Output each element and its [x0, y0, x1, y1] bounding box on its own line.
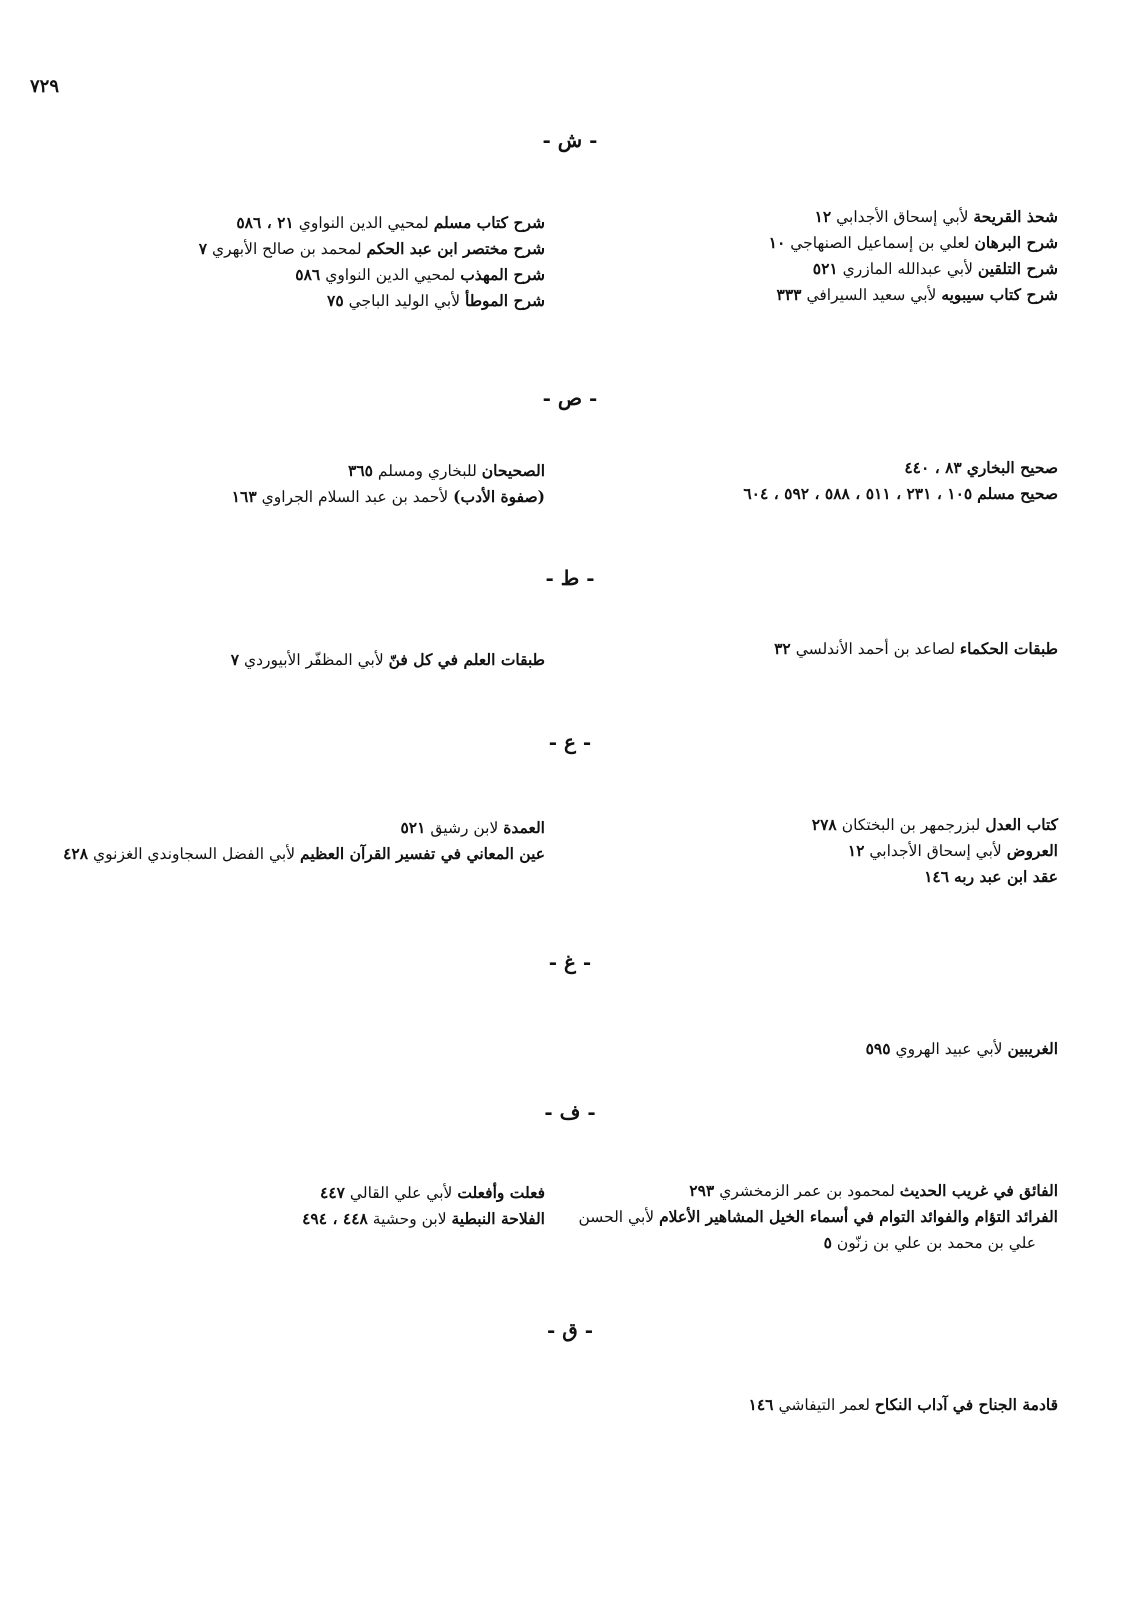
entry-title: قادمة الجناح في آداب النكاح: [874, 1395, 1058, 1414]
entry-pages: ٧: [198, 239, 208, 258]
index-entry: [538, 230, 1058, 256]
entry-title: شرح المهذب: [460, 265, 545, 284]
entry-pages: ٤٤٧: [320, 1183, 345, 1202]
index-entry: [538, 204, 1058, 230]
entry-author: لمحمد بن صالح الأبهري: [211, 240, 362, 258]
entry-title: الصحيحان: [481, 461, 545, 480]
entry-author: لأبي الوليد الباجي: [348, 292, 461, 310]
entry-pages: ٢١ ، ٥٨٦: [236, 213, 294, 232]
entry-title: العمدة: [503, 818, 545, 837]
entry-title: الغريبين: [1007, 1039, 1058, 1058]
entry-title: العروض: [1006, 841, 1058, 860]
entry-pages: ٨٣ ، ٤٤٠: [904, 458, 962, 477]
entry-title: عقد ابن عبد ربه: [953, 867, 1058, 886]
entry-author: لمحمود بن عمر الزمخشري: [719, 1182, 895, 1200]
index-entry: [5, 841, 545, 867]
entry-title: الفائق في غريب الحديث: [899, 1181, 1058, 1200]
entry-author: لأبي المظفّر الأبيوردي: [243, 651, 384, 669]
section-ain-left-column: [5, 815, 545, 867]
index-entry: [538, 1178, 1058, 1204]
entry-title: فعلت وأفعلت: [457, 1183, 545, 1202]
entry-author: لابن رشيق: [430, 819, 499, 837]
entry-pages: ٣٣٣: [776, 285, 802, 304]
section-fa-left-column: [5, 1180, 545, 1232]
entry-author: لأبي عبيد الهروي: [895, 1040, 1003, 1058]
section-sheen-left-column: [5, 210, 545, 314]
index-entry: [538, 1392, 1058, 1418]
section-qaf-right-column: [538, 1392, 1058, 1418]
entry-pages: ٥٩٥: [865, 1039, 891, 1058]
index-entry: [538, 812, 1058, 838]
index-entry: [5, 815, 545, 841]
entry-pages: ٢٩٣: [689, 1181, 715, 1200]
index-entry: [5, 647, 545, 673]
entry-pages: ٣٦٥: [348, 461, 373, 480]
entry-author: لمحيي الدين النواوي: [325, 266, 456, 284]
index-entry: [538, 1204, 1058, 1230]
index-entry: [538, 636, 1058, 662]
index-entry: [5, 484, 545, 510]
entry-pages: ١٠: [768, 233, 786, 252]
entry-pages: ١٢: [814, 207, 832, 226]
index-entry: [538, 256, 1058, 282]
entry-author: لأبي إسحاق الأجدابي: [836, 208, 969, 226]
index-entry: [5, 1180, 545, 1206]
index-entry: [5, 458, 545, 484]
section-heading-fa: - ف -: [544, 1100, 596, 1124]
section-sheen-right-column: [538, 204, 1058, 308]
section-sad-left-column: [5, 458, 545, 510]
entry-author: لأبي الحسن: [578, 1208, 655, 1226]
entry-title: كتاب العدل: [985, 815, 1058, 834]
entry-title: شرح التلقين: [977, 259, 1058, 278]
entry-author: علي بن محمد بن علي بن زنّون: [836, 1234, 1036, 1252]
entry-title: شحذ القريحة: [973, 207, 1058, 226]
entry-title: الفلاحة النبطية: [451, 1209, 545, 1228]
section-heading-sad: - ص -: [542, 386, 598, 410]
entry-pages: ٧: [230, 650, 240, 669]
entry-author: لأحمد بن عبد السلام الجراوي: [261, 488, 449, 506]
entry-author: لعلي بن إسماعيل الصنهاجي: [790, 234, 970, 252]
entry-author: لأبي علي القالي: [349, 1184, 453, 1202]
page-number: ٧٢٩: [30, 76, 60, 97]
entry-title: طبقات العلم في كل فنّ: [388, 650, 545, 669]
section-heading-qaf: - ق -: [546, 1318, 594, 1342]
entry-pages: ٥٢١: [812, 259, 838, 278]
entry-title: الفرائد التؤام والفوائد التوام في أسماء الخيل المشاهير الأعلام: [659, 1207, 1058, 1226]
section-heading-sheen: - ش -: [542, 128, 598, 152]
entry-author: لأبي سعيد السيرافي: [806, 286, 937, 304]
entry-pages: ١٤٦: [924, 867, 950, 886]
section-heading-ain: - ع -: [548, 730, 592, 754]
entry-pages: ١٤٦: [748, 1395, 774, 1414]
entry-title: صحيح البخاري: [966, 458, 1058, 477]
entry-pages: ٧٥: [327, 291, 344, 310]
entry-title: شرح مختصر ابن عبد الحكم: [366, 239, 545, 258]
section-ain-right-column: [538, 812, 1058, 890]
entry-pages: ١٢: [847, 841, 865, 860]
entry-title: شرح الموطأ: [465, 291, 545, 310]
index-entry: [538, 455, 1058, 481]
index-entry: [538, 1036, 1058, 1062]
index-entry: [5, 288, 545, 314]
index-entry: [538, 838, 1058, 864]
entry-title: شرح كتاب سيبويه: [941, 285, 1058, 304]
section-sad-right-column: [538, 455, 1058, 507]
entry-author: لعمر التيفاشي: [778, 1396, 870, 1414]
section-heading-ta: - ط -: [545, 566, 595, 590]
entry-pages: ٣٢: [774, 639, 791, 658]
entry-author: للبخاري ومسلم: [377, 462, 477, 480]
entry-author: لابن وحشية: [372, 1210, 447, 1228]
entry-author: لبزرجمهر بن البختكان: [841, 816, 981, 834]
entry-title: صحيح مسلم: [977, 484, 1058, 503]
entry-pages: ١٦٣: [231, 487, 257, 506]
index-entry: [5, 262, 545, 288]
entry-pages: ٢٧٨: [811, 815, 837, 834]
section-fa-right-column: [538, 1178, 1058, 1256]
entry-title: شرح كتاب مسلم: [433, 213, 545, 232]
entry-pages: ٤٢٨: [63, 844, 89, 863]
entry-pages: ٥٨٦: [295, 265, 321, 284]
entry-author: لأبي عبدالله المازري: [842, 260, 973, 278]
index-entry: [5, 1206, 545, 1232]
entry-author: لأبي الفضل السجاوندي الغزنوي: [92, 845, 296, 863]
section-heading-ghain: - غ -: [548, 950, 592, 974]
index-entry: [538, 282, 1058, 308]
entry-author: لمحيي الدين النواوي: [298, 214, 429, 232]
entry-title: (صفوة الأدب): [453, 487, 545, 506]
entry-pages: ٥٢١: [400, 818, 426, 837]
index-entry: [538, 481, 1058, 507]
index-entry: [5, 236, 545, 262]
index-entry-continuation: [538, 1230, 1058, 1256]
entry-title: طبقات الحكماء: [959, 639, 1058, 658]
section-ta-right-column: [538, 636, 1058, 662]
entry-pages: ١٠٥ ، ٢٣١ ، ٥١١ ، ٥٨٨ ، ٥٩٢ ، ٦٠٤: [743, 484, 973, 503]
entry-title: عين المعاني في تفسير القرآن العظيم: [300, 844, 545, 863]
section-ghain-right-column: [538, 1036, 1058, 1062]
entry-author: لصاعد بن أحمد الأندلسي: [795, 640, 955, 658]
index-entry: [538, 864, 1058, 890]
entry-pages: ٥: [823, 1233, 832, 1252]
entry-title: شرح البرهان: [974, 233, 1058, 252]
entry-author: لأبي إسحاق الأجدابي: [869, 842, 1002, 860]
section-ta-left-column: [5, 647, 545, 673]
entry-pages: ٤٤٨ ، ٤٩٤: [302, 1209, 368, 1228]
index-entry: [5, 210, 545, 236]
